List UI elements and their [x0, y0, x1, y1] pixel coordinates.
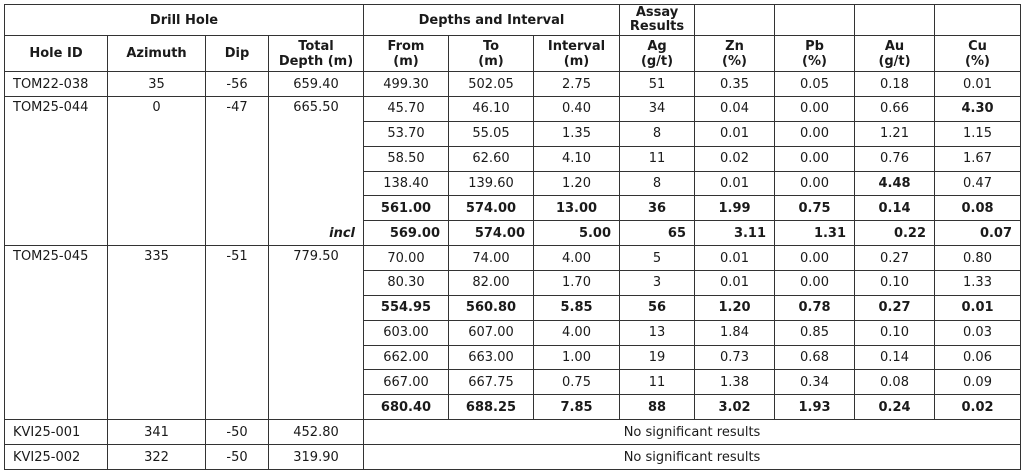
ag-cell: 36: [620, 196, 695, 221]
from-cell: 554.95: [364, 295, 449, 320]
cu-cell: 0.01: [935, 295, 1021, 320]
interval-cell: 0.40: [534, 97, 620, 122]
zn-cell: 3.11: [695, 221, 775, 246]
zn-cell: 0.04: [695, 97, 775, 122]
col-header-pb: Pb (%): [775, 36, 855, 72]
zn-cell: 0.01: [695, 246, 775, 271]
dip-cell: -56: [206, 72, 269, 97]
from-cell: 603.00: [364, 320, 449, 345]
header-group-row: [5, 5, 1021, 36]
hole-id-cell: KVI25-001: [5, 420, 108, 445]
interval-cell: 2.75: [534, 72, 620, 97]
group-header-assay: Assay Results: [620, 5, 695, 36]
cu-cell: 1.33: [935, 271, 1021, 296]
pb-cell: 0.00: [775, 121, 855, 146]
group-header-depths: Depths and Interval: [364, 5, 620, 36]
col-header-zn: Zn (%): [695, 36, 775, 72]
col-header-ag: Ag (g/t): [620, 36, 695, 72]
from-cell: 70.00: [364, 246, 449, 271]
pb-cell: 0.00: [775, 146, 855, 171]
to-cell: 663.00: [449, 345, 534, 370]
cu-cell: 0.06: [935, 345, 1021, 370]
pb-cell: 0.00: [775, 171, 855, 196]
from-cell: 662.00: [364, 345, 449, 370]
cu-cell: 0.08: [935, 196, 1021, 221]
dip-cell: -50: [206, 420, 269, 445]
ag-cell: 8: [620, 171, 695, 196]
cu-cell: 0.02: [935, 395, 1021, 420]
from-cell: 45.70: [364, 97, 449, 122]
au-cell: 0.27: [855, 295, 935, 320]
zn-cell: 0.73: [695, 345, 775, 370]
zn-cell: 0.01: [695, 121, 775, 146]
col-header-azimuth: Azimuth: [108, 36, 206, 72]
col-header-to: To (m): [449, 36, 534, 72]
au-cell: 0.24: [855, 395, 935, 420]
au-cell: 0.66: [855, 97, 935, 122]
no-results-cell: No significant results: [364, 420, 1021, 445]
col-header-from: From (m): [364, 36, 449, 72]
col-header-hole-id: Hole ID: [5, 36, 108, 72]
to-cell: 667.75: [449, 370, 534, 395]
to-cell: 574.00: [449, 196, 534, 221]
hole-id-cell: KVI25-002: [5, 445, 108, 470]
zn-cell: 1.20: [695, 295, 775, 320]
ag-cell: 88: [620, 395, 695, 420]
interval-cell: 1.70: [534, 271, 620, 296]
interval-cell: 5.85: [534, 295, 620, 320]
ag-cell: 13: [620, 320, 695, 345]
table-row: [5, 445, 1021, 470]
to-cell: 62.60: [449, 146, 534, 171]
au-cell: 0.10: [855, 320, 935, 345]
interval-cell: 7.85: [534, 395, 620, 420]
cu-cell: 0.01: [935, 72, 1021, 97]
col-header-total-depth: Total Depth (m): [269, 36, 364, 72]
cu-cell: 0.47: [935, 171, 1021, 196]
azimuth-cell: 0: [108, 97, 206, 246]
au-cell: 1.21: [855, 121, 935, 146]
ag-cell: 34: [620, 97, 695, 122]
pb-cell: 0.85: [775, 320, 855, 345]
interval-cell: 4.10: [534, 146, 620, 171]
table-row: [5, 420, 1021, 445]
pb-cell: 0.00: [775, 246, 855, 271]
interval-cell: 5.00: [534, 221, 620, 246]
pb-cell: 0.75: [775, 196, 855, 221]
hole-id-cell: TOM25-044: [5, 97, 108, 246]
cu-cell: 0.07: [935, 221, 1021, 246]
ag-cell: 56: [620, 295, 695, 320]
group-header-drill-hole: Drill Hole: [5, 5, 364, 36]
interval-cell: 13.00: [534, 196, 620, 221]
ag-cell: 3: [620, 271, 695, 296]
col-header-cu: Cu (%): [935, 36, 1021, 72]
from-cell: 499.30: [364, 72, 449, 97]
cu-cell: 1.15: [935, 121, 1021, 146]
to-cell: 55.05: [449, 121, 534, 146]
cu-cell: 0.03: [935, 320, 1021, 345]
from-cell: 680.40: [364, 395, 449, 420]
col-header-au: Au (g/t): [855, 36, 935, 72]
to-cell: 74.00: [449, 246, 534, 271]
to-cell: 574.00: [449, 221, 534, 246]
total-depth-cell: 452.80: [269, 420, 364, 445]
to-cell: 502.05: [449, 72, 534, 97]
pb-cell: 0.78: [775, 295, 855, 320]
zn-cell: 1.84: [695, 320, 775, 345]
dip-cell: -51: [206, 246, 269, 420]
to-cell: 82.00: [449, 271, 534, 296]
table-row: [5, 246, 1021, 271]
au-cell: 0.10: [855, 271, 935, 296]
ag-cell: 51: [620, 72, 695, 97]
dip-cell: -47: [206, 97, 269, 246]
au-cell: 0.27: [855, 246, 935, 271]
zn-cell: 1.99: [695, 196, 775, 221]
au-cell: 0.76: [855, 146, 935, 171]
from-cell: 80.30: [364, 271, 449, 296]
blank-header-cell: [775, 5, 855, 36]
from-cell: 53.70: [364, 121, 449, 146]
from-cell: 569.00: [364, 221, 449, 246]
table-row: [5, 97, 1021, 122]
ag-cell: 11: [620, 146, 695, 171]
au-cell: 0.18: [855, 72, 935, 97]
cu-cell: 0.09: [935, 370, 1021, 395]
to-cell: 607.00: [449, 320, 534, 345]
interval-cell: 1.00: [534, 345, 620, 370]
incl-label: incl: [269, 221, 364, 246]
interval-cell: 0.75: [534, 370, 620, 395]
cu-cell: 0.80: [935, 246, 1021, 271]
pb-cell: 0.68: [775, 345, 855, 370]
azimuth-cell: 35: [108, 72, 206, 97]
cu-cell: 1.67: [935, 146, 1021, 171]
ag-cell: 11: [620, 370, 695, 395]
interval-cell: 4.00: [534, 320, 620, 345]
to-cell: 560.80: [449, 295, 534, 320]
azimuth-cell: 322: [108, 445, 206, 470]
to-cell: 46.10: [449, 97, 534, 122]
au-cell: 0.08: [855, 370, 935, 395]
total-depth-cell: 319.90: [269, 445, 364, 470]
to-cell: 688.25: [449, 395, 534, 420]
hole-id-cell: TOM22-038: [5, 72, 108, 97]
pb-cell: 0.00: [775, 271, 855, 296]
interval-cell: 4.00: [534, 246, 620, 271]
au-cell: 4.48: [855, 171, 935, 196]
pb-cell: 0.00: [775, 97, 855, 122]
pb-cell: 1.31: [775, 221, 855, 246]
hole-id-cell: TOM25-045: [5, 246, 108, 420]
from-cell: 138.40: [364, 171, 449, 196]
azimuth-cell: 335: [108, 246, 206, 420]
col-header-dip: Dip: [206, 36, 269, 72]
blank-header-cell: [695, 5, 775, 36]
drill-results-table: [4, 4, 1021, 470]
blank-header-cell: [855, 5, 935, 36]
au-cell: 0.14: [855, 196, 935, 221]
no-results-cell: No significant results: [364, 445, 1021, 470]
zn-cell: 0.01: [695, 171, 775, 196]
zn-cell: 0.02: [695, 146, 775, 171]
au-cell: 0.14: [855, 345, 935, 370]
table-row: [5, 72, 1021, 97]
from-cell: 667.00: [364, 370, 449, 395]
ag-cell: 65: [620, 221, 695, 246]
header-column-row: [5, 36, 1021, 72]
ag-cell: 8: [620, 121, 695, 146]
pb-cell: 0.34: [775, 370, 855, 395]
total-depth-cell: 665.50: [269, 97, 364, 221]
pb-cell: 0.05: [775, 72, 855, 97]
total-depth-cell: 779.50: [269, 246, 364, 420]
dip-cell: -50: [206, 445, 269, 470]
zn-cell: 0.01: [695, 271, 775, 296]
to-cell: 139.60: [449, 171, 534, 196]
ag-cell: 19: [620, 345, 695, 370]
interval-cell: 1.20: [534, 171, 620, 196]
zn-cell: 0.35: [695, 72, 775, 97]
au-cell: 0.22: [855, 221, 935, 246]
zn-cell: 1.38: [695, 370, 775, 395]
total-depth-cell: 659.40: [269, 72, 364, 97]
cu-cell: 4.30: [935, 97, 1021, 122]
pb-cell: 1.93: [775, 395, 855, 420]
blank-header-cell: [935, 5, 1021, 36]
interval-cell: 1.35: [534, 121, 620, 146]
azimuth-cell: 341: [108, 420, 206, 445]
from-cell: 58.50: [364, 146, 449, 171]
col-header-interval: Interval (m): [534, 36, 620, 72]
from-cell: 561.00: [364, 196, 449, 221]
zn-cell: 3.02: [695, 395, 775, 420]
ag-cell: 5: [620, 246, 695, 271]
